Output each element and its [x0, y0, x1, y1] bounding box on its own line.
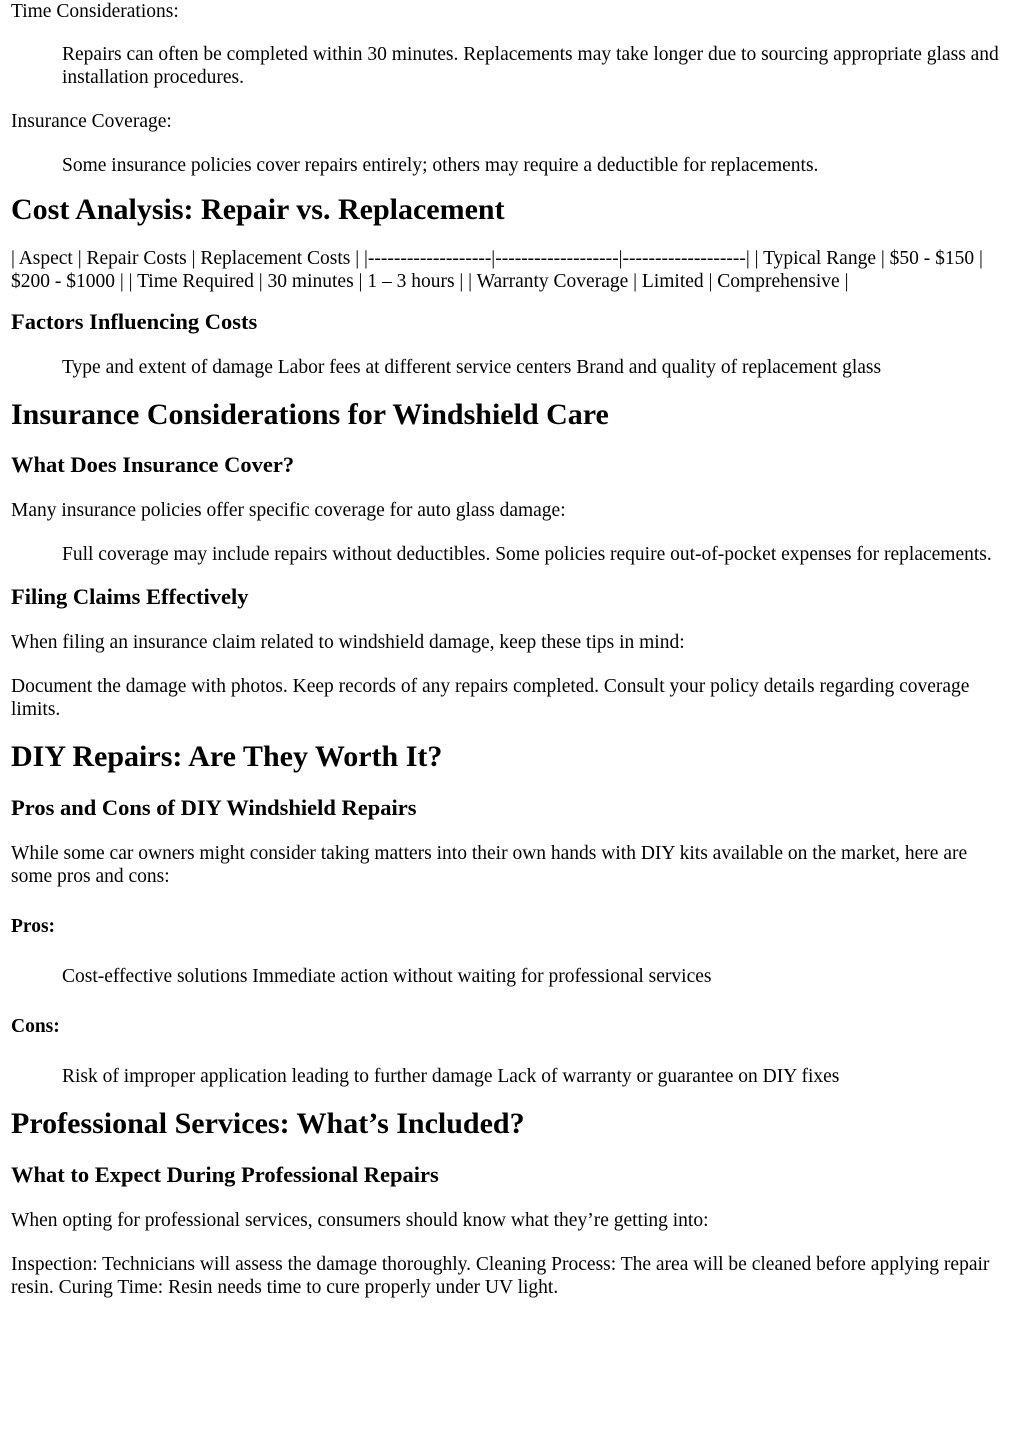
factors-heading: Factors Influencing Costs: [11, 309, 258, 334]
pros-label: Pros:: [11, 916, 56, 937]
factors-text: Type and extent of damage Labor fees at different service centers Brand and quality of replacement glass: [62, 357, 882, 378]
professional-heading: Professional Services: What’s Included?: [11, 1107, 525, 1140]
filing-claims-intro: When filing an insurance claim related to windshield damage, keep these tips in mind:: [11, 632, 685, 653]
time-considerations-quote: [62, 43, 1012, 89]
insurance-coverage-label: Insurance Coverage:: [11, 111, 172, 132]
professional-subheading: What to Expect During Professional Repairs: [11, 1162, 439, 1187]
cons-label: Cons:: [11, 1016, 60, 1037]
cost-analysis-heading: Cost Analysis: Repair vs. Replacement: [11, 193, 505, 226]
diy-heading: DIY Repairs: Are They Worth It?: [11, 740, 443, 773]
professional-text: Inspection: Technicians will assess the damage thoroughly. Cleaning Process: The area will be cleaned before applying repair resin. Curing Time: Resin needs time to cure properly under UV light.: [11, 1254, 990, 1298]
diy-subheading: Pros and Cons of DIY Windshield Repairs: [11, 795, 417, 820]
filing-claims-text: Document the damage with photos. Keep records of any repairs completed. Consult your policy details regarding coverage limits.: [11, 676, 970, 720]
cons-quote: [62, 1065, 1012, 1088]
factors-quote: [62, 356, 1012, 379]
diy-intro: While some car owners might consider taking matters into their own hands with DIY kits available on the market, here are some pros and cons:: [11, 843, 968, 887]
pros-text: Cost-effective solutions Immediate action without waiting for professional services: [62, 966, 712, 987]
professional-intro: When opting for professional services, consumers should know what they’re getting into:: [11, 1210, 709, 1231]
pros-quote: [62, 965, 1012, 988]
insurance-cover-text: Full coverage may include repairs without deductibles. Some policies require out-of-pocket expenses for replacements.: [62, 544, 992, 565]
insurance-cover-intro: Many insurance policies offer specific coverage for auto glass damage:: [11, 500, 566, 521]
insurance-cover-heading: What Does Insurance Cover?: [11, 452, 295, 477]
insurance-coverage-quote: [62, 154, 1012, 177]
time-considerations-label: Time Considerations:: [11, 1, 179, 22]
insurance-heading: Insurance Considerations for Windshield Care: [11, 398, 609, 431]
filing-claims-heading: Filing Claims Effectively: [11, 584, 249, 609]
insurance-coverage-text: Some insurance policies cover repairs entirely; others may require a deductible for replacements.: [62, 155, 819, 176]
insurance-cover-quote: [62, 543, 1012, 566]
time-considerations-text: Repairs can often be completed within 30 minutes. Replacements may take longer due to sourcing appropriate glass and installation procedures.: [62, 44, 999, 88]
cost-table-text: | Aspect | Repair Costs | Replacement Costs | |-------------------|-------------------|-------------------| | Typical Range | $50 - $150 | $200 - $1000 | | Time Required | 30 minutes | 1 – 3 hours | | Warranty Coverage | Limited | Comprehensive |: [11, 248, 983, 292]
cons-text: Risk of improper application leading to further damage Lack of warranty or guarantee on DIY fixes: [62, 1066, 840, 1087]
